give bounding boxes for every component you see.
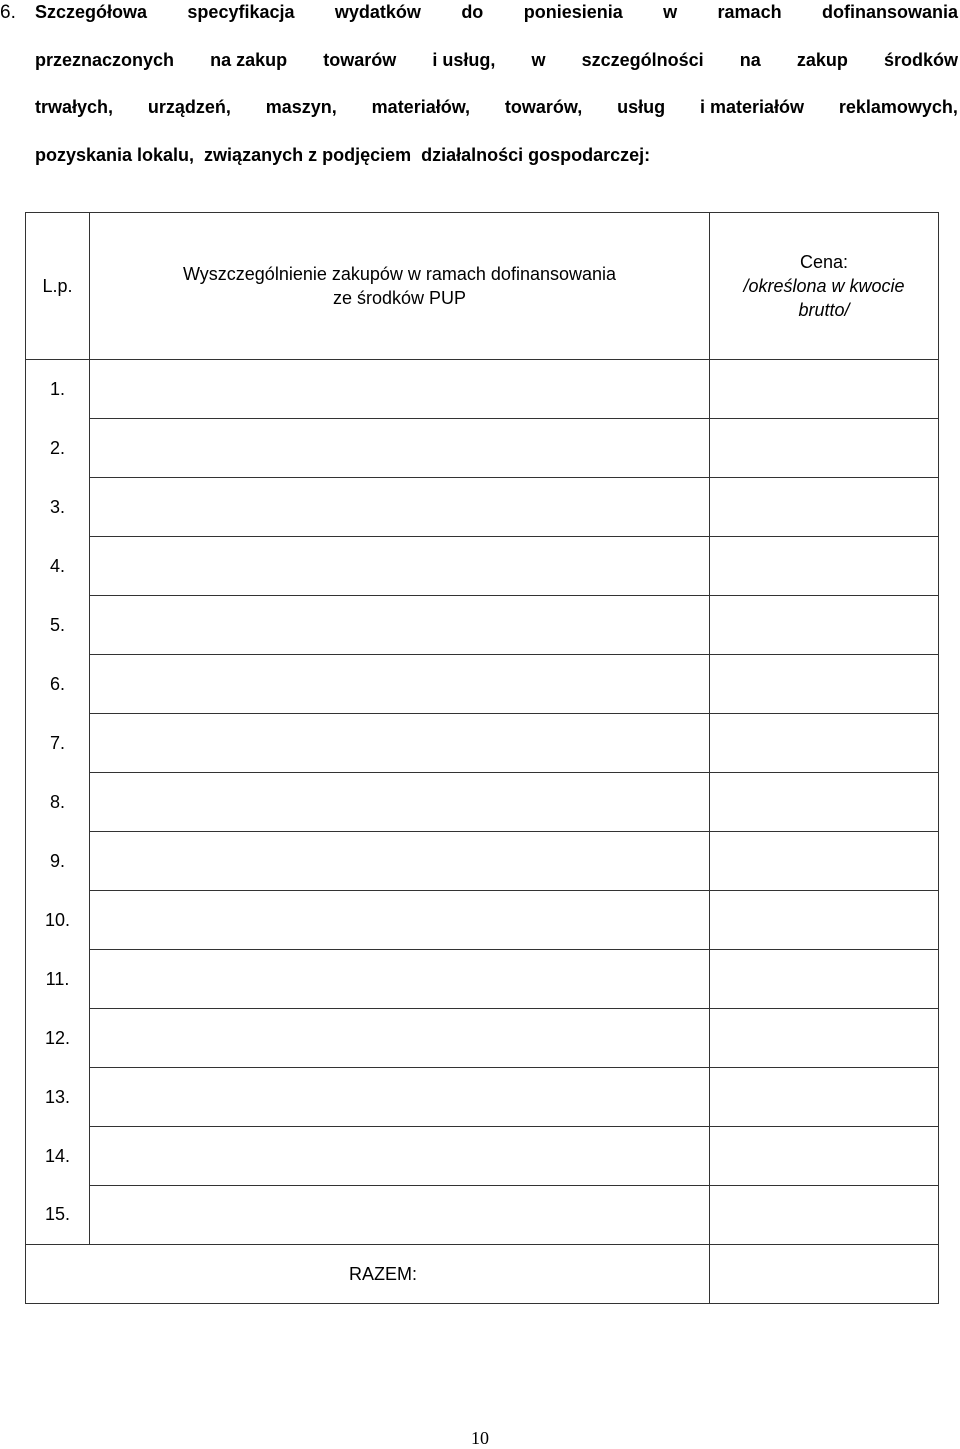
description-cell[interactable] — [90, 950, 710, 1009]
heading-word: urządzeń, — [147, 97, 231, 117]
heading-line — [35, 50, 958, 71]
heading-word: trwałych, — [35, 97, 114, 117]
heading-word: zakup — [796, 50, 848, 70]
heading-word: maszyn, — [265, 97, 337, 117]
table-row — [26, 1127, 939, 1186]
total-price-cell[interactable] — [710, 1245, 939, 1304]
heading-word: do — [461, 2, 484, 22]
row-number: 4. — [26, 537, 90, 596]
description-cell[interactable] — [90, 655, 710, 714]
description-cell[interactable] — [90, 773, 710, 832]
heading-word: pozyskania lokalu, związanych z podjęciem działalności gospodarczej: — [35, 145, 651, 165]
row-number: 10. — [26, 891, 90, 950]
heading-word: materiałów, — [371, 97, 471, 117]
heading-word: i usług, — [432, 50, 496, 70]
heading-word: w — [531, 50, 546, 70]
table-header-row — [26, 213, 939, 360]
table-row — [26, 478, 939, 537]
heading-word: towarów, — [504, 97, 583, 117]
price-cell[interactable] — [710, 714, 939, 773]
header-description-line2: ze środków PUP — [332, 288, 467, 308]
description-cell[interactable] — [90, 360, 710, 419]
price-cell[interactable] — [710, 1068, 939, 1127]
row-number: 9. — [26, 832, 90, 891]
price-cell[interactable] — [710, 478, 939, 537]
price-cell[interactable] — [710, 1186, 939, 1245]
row-number: 5. — [26, 596, 90, 655]
header-description-line1: Wyszczególnienie zakupów w ramach dofinansowania — [182, 264, 617, 284]
description-cell[interactable] — [90, 596, 710, 655]
row-number: 7. — [26, 714, 90, 773]
row-number: 2. — [26, 419, 90, 478]
header-price-line3: brutto/ — [798, 300, 850, 320]
row-number: 14. — [26, 1127, 90, 1186]
heading-word: wydatków — [334, 2, 421, 22]
heading-line — [35, 2, 958, 23]
heading-word: środków — [883, 50, 958, 70]
table-row — [26, 714, 939, 773]
description-cell[interactable] — [90, 478, 710, 537]
table-row — [26, 360, 939, 419]
row-number: 1. — [26, 360, 90, 419]
heading-word: na zakup — [210, 50, 288, 70]
heading-line — [35, 145, 958, 166]
price-cell[interactable] — [710, 596, 939, 655]
heading-word: towarów — [323, 50, 397, 70]
table-row — [26, 1186, 939, 1245]
table-row — [26, 419, 939, 478]
heading-line — [35, 97, 958, 118]
description-cell[interactable] — [90, 891, 710, 950]
description-cell[interactable] — [90, 1186, 710, 1245]
table-row — [26, 773, 939, 832]
row-number: 12. — [26, 1009, 90, 1068]
description-cell[interactable] — [90, 1127, 710, 1186]
header-price — [710, 213, 939, 360]
heading-word: szczególności — [581, 50, 704, 70]
heading-word: Szczegółowa — [35, 2, 148, 22]
specification-table — [25, 212, 939, 1304]
total-row — [26, 1245, 939, 1304]
table-row — [26, 596, 939, 655]
description-cell[interactable] — [90, 1068, 710, 1127]
header-lp: L.p. — [26, 213, 90, 360]
row-number: 15. — [26, 1186, 90, 1245]
price-cell[interactable] — [710, 832, 939, 891]
description-cell[interactable] — [90, 537, 710, 596]
heading-word: dofinansowania — [821, 2, 958, 22]
table-row — [26, 655, 939, 714]
row-number: 11. — [26, 950, 90, 1009]
description-cell[interactable] — [90, 832, 710, 891]
price-cell[interactable] — [710, 655, 939, 714]
heading-word: przeznaczonych — [35, 50, 175, 70]
table-row — [26, 832, 939, 891]
total-label: RAZEM: — [26, 1245, 710, 1304]
heading-word: i materiałów — [699, 97, 805, 117]
price-cell[interactable] — [710, 537, 939, 596]
price-cell[interactable] — [710, 950, 939, 1009]
heading-word: reklamowych, — [838, 97, 958, 117]
price-cell[interactable] — [710, 891, 939, 950]
price-cell[interactable] — [710, 773, 939, 832]
table-row — [26, 1068, 939, 1127]
row-number: 13. — [26, 1068, 90, 1127]
heading-word: ramach — [717, 2, 782, 22]
description-cell[interactable] — [90, 1009, 710, 1068]
table-row — [26, 891, 939, 950]
price-cell[interactable] — [710, 419, 939, 478]
heading-word: w — [663, 2, 678, 22]
header-price-line1: Cena: — [799, 252, 849, 272]
page-number: 10 — [471, 1428, 489, 1448]
price-cell[interactable] — [710, 360, 939, 419]
section-number: 6. — [0, 2, 16, 23]
heading-word: na — [739, 50, 761, 70]
price-cell[interactable] — [710, 1009, 939, 1068]
table-row — [26, 537, 939, 596]
row-number: 6. — [26, 655, 90, 714]
header-price-line2: /określona w kwocie — [743, 276, 905, 296]
table-row — [26, 1009, 939, 1068]
row-number: 3. — [26, 478, 90, 537]
table-row — [26, 950, 939, 1009]
row-number: 8. — [26, 773, 90, 832]
heading-word: specyfikacja — [187, 2, 295, 22]
price-cell[interactable] — [710, 1127, 939, 1186]
description-cell[interactable] — [90, 419, 710, 478]
header-description — [90, 213, 710, 360]
heading-word: poniesienia — [523, 2, 623, 22]
heading-word: usług — [617, 97, 666, 117]
description-cell[interactable] — [90, 714, 710, 773]
